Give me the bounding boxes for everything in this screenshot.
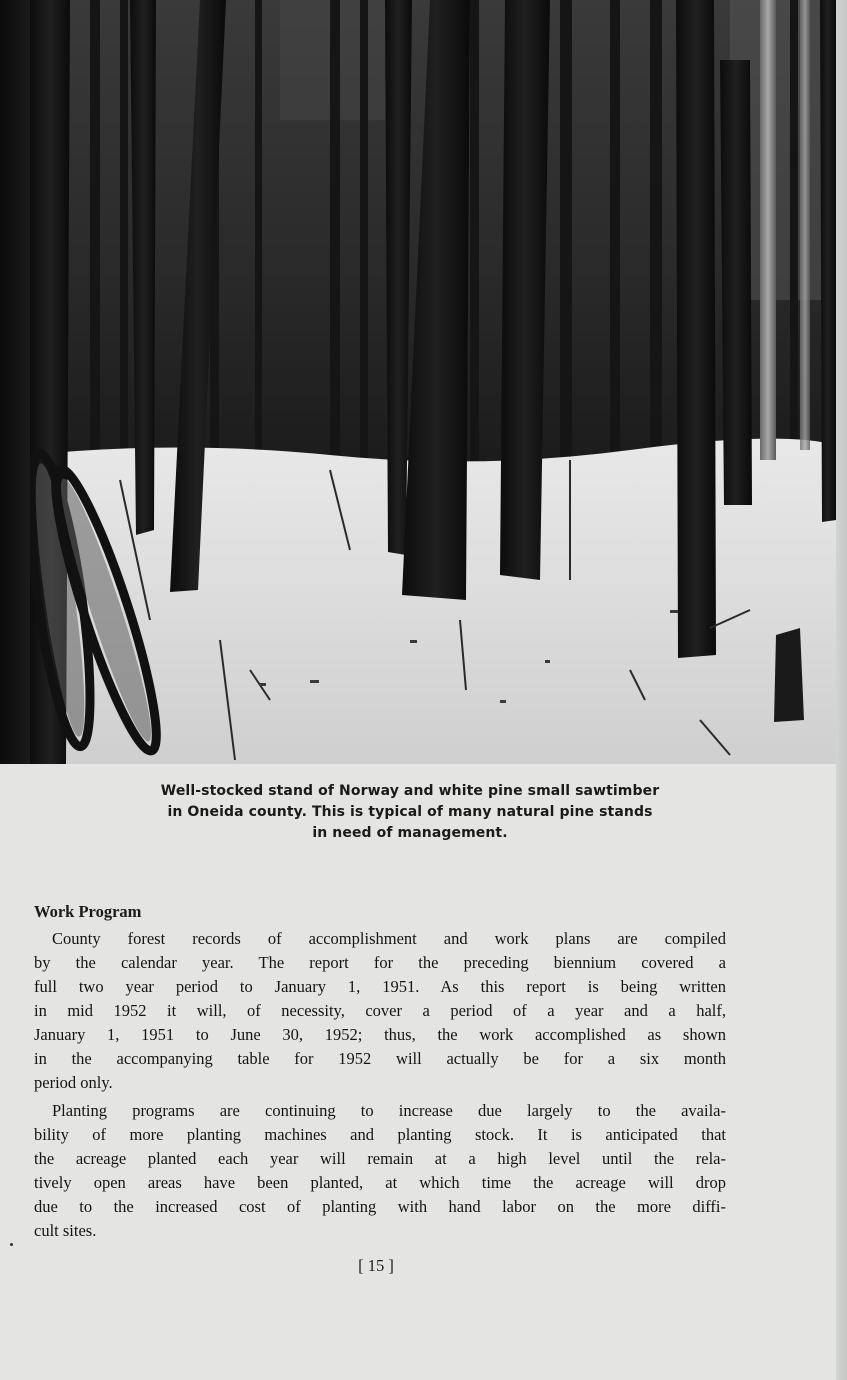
text-line: Planting programs are continuing to increase due largely to the availa- xyxy=(52,1101,726,1120)
text-line: in mid 1952 it will, of necessity, cover a period of a year and a half, xyxy=(34,1001,726,1020)
text-line: due to the increased cost of planting with hand labor on the more diffi- xyxy=(34,1197,726,1216)
paragraph xyxy=(34,1099,726,1243)
text-line: cult sites. xyxy=(34,1221,97,1240)
text-line: tively open areas have been planted, at which time the acreage will drop xyxy=(34,1173,726,1192)
text-line: bility of more planting machines and planting stock. It is anticipated that xyxy=(34,1125,726,1144)
text-line: the acreage planted each year will remain at a high level until the rela- xyxy=(34,1149,726,1168)
section-heading: Work Program xyxy=(34,902,142,921)
print-speck xyxy=(10,1243,13,1246)
text-line: in the accompanying table for 1952 will actually be for a six month xyxy=(34,1049,726,1068)
page-number: [ 15 ] xyxy=(358,1256,394,1275)
text-line: County forest records of accomplishment and work plans are compiled xyxy=(52,929,726,948)
caption-line: in need of management. xyxy=(312,825,508,841)
text-line: period only. xyxy=(34,1073,113,1092)
text-line: January 1, 1951 to June 30, 1952; thus, the work accomplished as shown xyxy=(34,1025,726,1044)
photo-left-border xyxy=(0,0,32,764)
photo-caption xyxy=(80,781,740,844)
forest-photo xyxy=(30,0,836,764)
caption-line: Well-stocked stand of Norway and white pine small sawtimber xyxy=(160,783,660,799)
paragraph xyxy=(34,927,726,1095)
text-line: full two year period to January 1, 1951. As this report is being written xyxy=(34,977,726,996)
caption-line: in Oneida county. This is typical of many natural pine stands xyxy=(167,804,653,820)
page-edge xyxy=(836,0,847,1380)
text-line: by the calendar year. The report for the preceding biennium covered a xyxy=(34,953,726,972)
